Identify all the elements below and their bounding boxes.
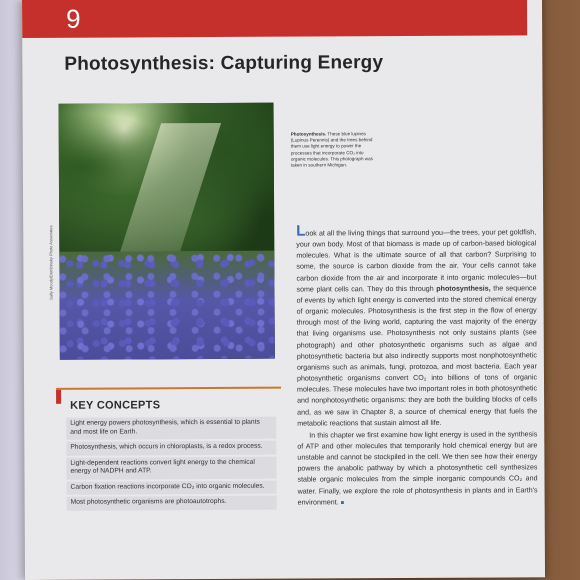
photo-caption xyxy=(291,131,377,169)
textbook-page xyxy=(22,0,545,580)
drop-cap: L xyxy=(296,222,306,240)
chapter-banner xyxy=(22,0,527,38)
chapter-intro-text xyxy=(296,222,538,510)
key-concepts-list xyxy=(66,417,276,513)
key-concepts-box xyxy=(56,387,282,573)
key-concepts-accent-bar xyxy=(56,390,61,404)
lupine-forest-photo xyxy=(59,103,275,360)
key-concept-item: Carbon fixation reactions incorporate CO₂ into organic molecules. xyxy=(67,480,277,495)
end-mark-icon: ■ xyxy=(340,500,345,507)
chapter-number: 9 xyxy=(66,3,81,34)
key-concept-item: Photosynthesis, which occurs in chloroplasts, is a redox process. xyxy=(66,441,276,456)
key-concept-item: Most photosynthetic organisms are photoautotrophs. xyxy=(67,496,277,511)
intro-paragraph-2: In this chapter we first examine how light energy is used in the synthesis of ATP and other molecules that temporarily hold chemical energy but are unstable and cannot be stockpiled in the cell. We then see how their energy powers the anabolic pathway by which a photosynthetic cell synthesizes stable organic molecules from the simple inorganic compounds CO₂ and water. Finally, we explore the role of photosynthesis in plants and in Earth's environment. ■ xyxy=(297,430,538,507)
key-concepts-title: KEY CONCEPTS xyxy=(70,399,161,412)
photo-credit: Sally Moody/Dembinsky Photo Associates xyxy=(48,225,54,300)
key-concept-item: Light energy powers photosynthesis, which is essential to plants and most life on Earth. xyxy=(66,417,276,440)
key-concept-item: Light-dependent reactions convert light energy to the chemical energy of NADPH and ATP. xyxy=(66,456,276,479)
intro-paragraph-1: Look at all the living things that surround you—the trees, your pet goldfish, your own body. Most of that biomass is made up of carbon-based biological molecules. What is the ultimate source of all that carbon? Surprising to some, the source is carbon dioxide from the air. Your cells cannot take carbon dioxide from the air and incorporate it into organic molecules—but some plant cells can. They do this through photosynthesis, the sequence of events by which light energy is converted into the stored chemical energy of organic molecules. Photosynthesis is the first step in the flow of energy through most of the living world, capturing the vast majority of the energy that living organisms use. Photosynthesis not only sustains plants (see photograph) and other photosynthetic organisms such as algae and photosynthetic bacteria but also indirectly supports most nonphotosynthetic organisms such as animals, fungi, protozoa, and most bacteria. Each year photosynthetic organisms convert CO₂ into billions of tons of organic molecules. These molecules have two important roles in both photosynthetic and nonphotosynthetic organisms: they are both the building blocks of cells and, as we saw in Chapter 8, a source of chemical energy that fuels the metabolic reactions that sustain almost all life. xyxy=(296,222,538,428)
caption-text: These blue lupines (Lupinus Perennis) and the trees behind them use light energy to power the processes that incorporate CO₂ into organic molecules. This photograph was taken in southern Michigan. xyxy=(290,131,373,168)
lupine-flowers xyxy=(59,251,275,360)
key-term: photosynthesis, xyxy=(436,284,491,293)
caption-lead: Photosynthesis. xyxy=(290,131,327,137)
chapter-title: Photosynthesis: Capturing Energy xyxy=(64,52,384,75)
